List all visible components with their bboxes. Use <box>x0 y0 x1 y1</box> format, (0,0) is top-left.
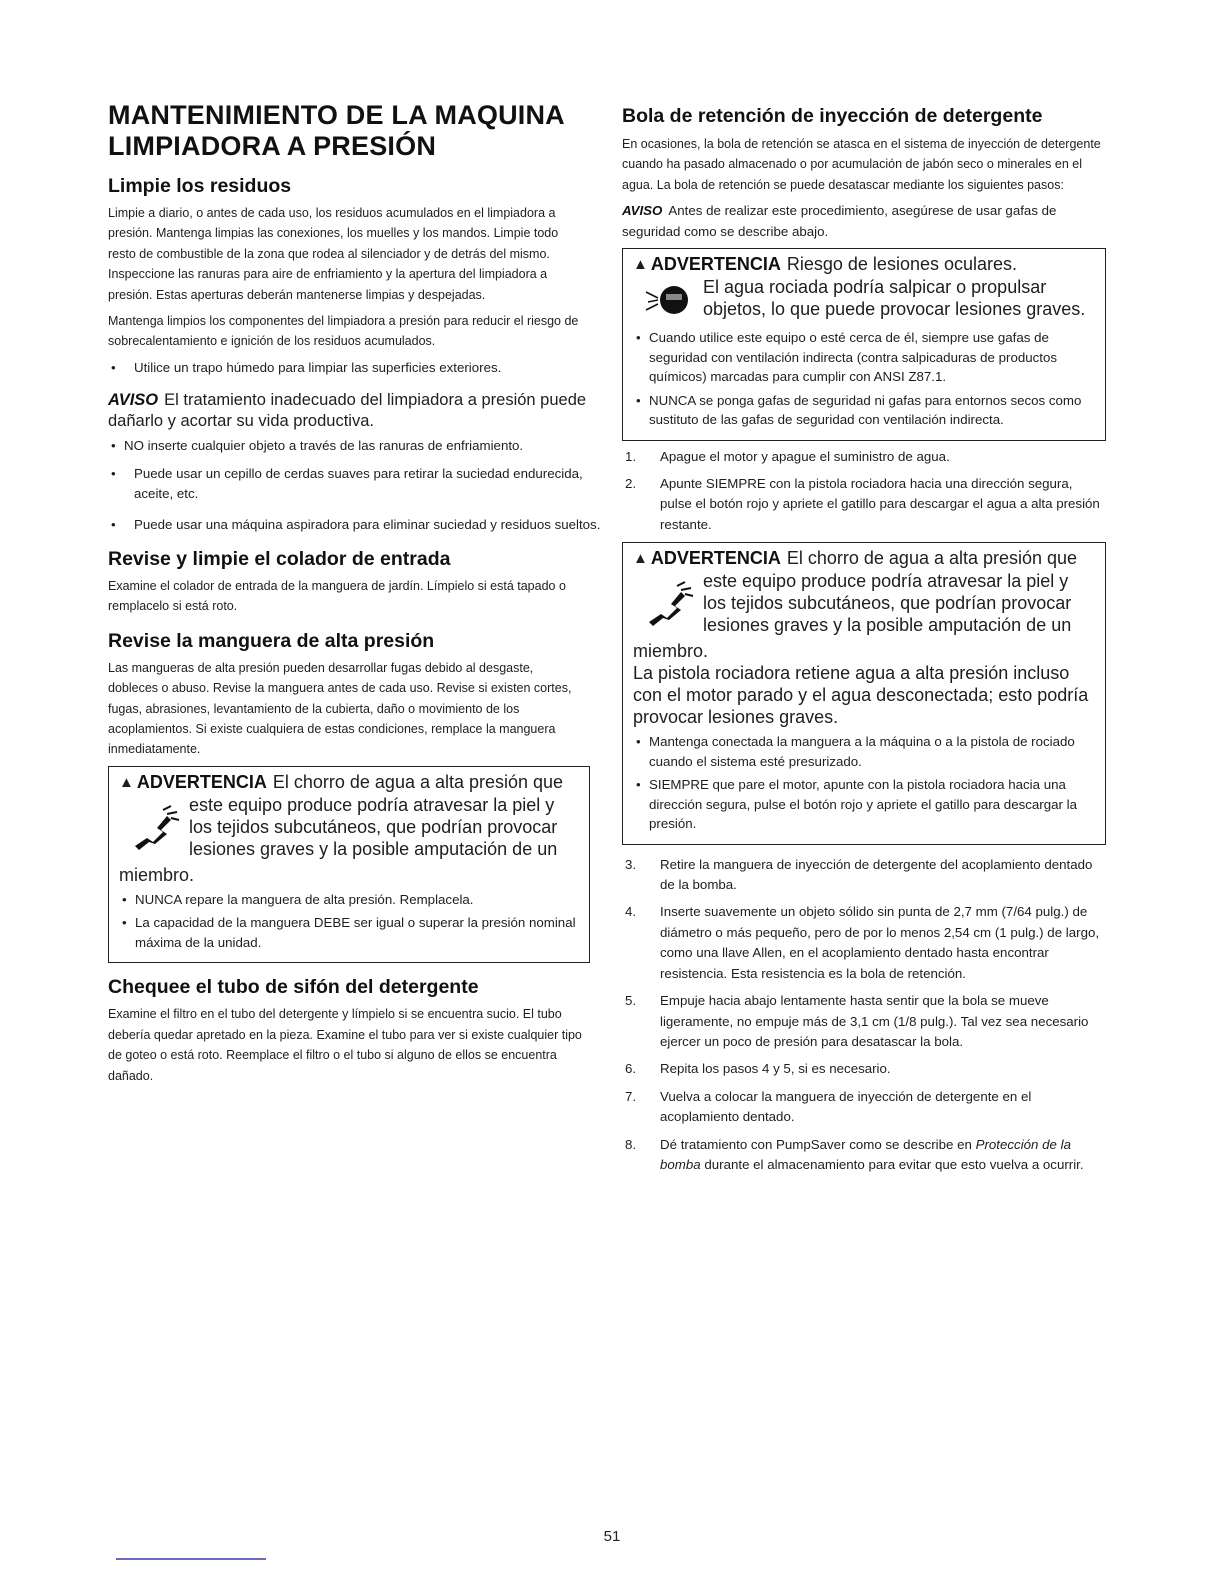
warning-label: ADVERTENCIA <box>650 548 781 569</box>
injection-hazard-icon <box>119 794 189 864</box>
steps-list <box>622 447 1106 536</box>
list-item-text: NO inserte cualquier objeto a través de las ranuras de enfriamiento. <box>124 438 524 454</box>
warning-text: El agua rociada podría salpicar o propulsar objetos, lo que puede provocar lesiones graves. <box>703 277 1086 320</box>
warning-body <box>633 570 1095 640</box>
bullet-icon: • <box>122 891 127 907</box>
paragraph: Limpie a diario, o antes de cada uso, los residuos acumulados en el limpiadora a presión. Mantenga limpias las conexiones, los muelles y los mandos. Limpie todo resto de combustible de la zona que rodea al silenciador y de detrás del mismo. Inspeccione las ranuras para aire de enfriamiento y la apertura del limpiadora a presión. Estas aperturas deberán mantenerse limpias y despejadas. <box>108 205 559 302</box>
list-item <box>622 991 1106 1052</box>
warning-text: Riesgo de lesiones oculares. <box>786 254 1018 275</box>
section-heading-hose: Revise la manguera de alta presión <box>108 629 435 652</box>
notice <box>622 201 1106 242</box>
list-item-text: NUNCA repare la manguera de alta presión. Remplacela. <box>135 891 474 907</box>
bullet-icon: • <box>111 438 116 454</box>
page-title-line2: LIMPIADORA A PRESIÓN <box>108 131 437 161</box>
right-column <box>622 104 1106 1182</box>
warning-text: El chorro de agua a alta presión que <box>272 771 564 792</box>
list-item <box>633 391 1095 430</box>
step-text: Inserte suavemente un objeto sólido sin punta de 2,7 mm (7/64 pulg.) de diámetro o más pequeño, pero de por lo menos 2,54 cm (1 pulg.) de largo, como una llave Allen, en el acoplamiento dentado hasta encontrar resistencia. Esta resistencia es la bola de retención. <box>660 904 1100 981</box>
bullet-icon: • <box>111 465 116 481</box>
warning-body <box>633 276 1095 324</box>
step-number: 5. <box>625 993 637 1009</box>
paragraph: Examine el filtro en el tubo del detergente y límpielo si se encuentra sucio. El tubo debería quedar apretado en la pieza. Examine el tubo para ver si existe cualquier tipo de goteo o está roto. Reemplace el filtro o el tubo si alguno de ellos se encuentra dañado. <box>108 1006 582 1083</box>
paragraph: En ocasiones, la bola de retención se atasca en el sistema de inyección de detergente cuando ha pasado almacenado o por acumulación de jabón seco o minerales en el agua. La bola de retención se puede desatascar mediante los siguientes pasos: <box>622 136 1101 192</box>
eye-hazard-icon <box>633 276 703 324</box>
list-item-text: NUNCA se ponga gafas de seguridad ni gafas para entornos secos como sustituto de las gafas de seguridad con ventilación indirecta. <box>649 392 1082 428</box>
list-item <box>119 913 579 952</box>
paragraph: Examine el colador de entrada de la manguera de jardín. Límpielo si está tapado o remplacelo si está roto. <box>108 577 566 614</box>
bullet-icon: • <box>111 359 116 375</box>
notice-label: AVISO <box>622 203 663 219</box>
warning-text: La pistola rociadora retiene agua a alta presión incluso con el motor parado y el agua desconectada; esto podría provocar lesiones graves. <box>633 663 1089 728</box>
warning-text: miembro. <box>633 641 709 662</box>
section-heading-clean-debris: Limpie los residuos <box>108 175 292 197</box>
list-item-text: Mantenga conectada la manguera a la máquina o a la pistola de rociado cuando el sistema esté presurizado. <box>649 734 1075 769</box>
steps-list <box>622 855 1106 1176</box>
step-number: 2. <box>625 475 637 491</box>
step-text: Apague el motor y apague el suministro de agua. <box>660 448 950 464</box>
bullet-icon: • <box>122 915 127 931</box>
list-item-text: Cuando utilice este equipo o esté cerca de él, siempre use gafas de seguridad con ventilación indirecta (contra salpicaduras de productos químicos) marcadas para cumplir con ANSI Z87.1. <box>649 330 1058 385</box>
list-item-text: Utilice un trapo húmedo para limpiar las superficies exteriores. <box>134 359 502 375</box>
bullet-icon: • <box>636 330 641 346</box>
bullet-icon: • <box>636 777 641 793</box>
warning-bullets <box>119 890 579 953</box>
pump-protection-reference: Protección de la bomba <box>660 1136 1071 1172</box>
step-text: Empuje hacia abajo lentamente hasta sentir que la bola se mueve ligeramente, no empuje más de 3,1 cm (1/8 pulg.). Tal vez sea necesario ejercer un poco de presión para desatascar la bola. <box>660 993 1089 1049</box>
warning-bullets <box>633 732 1095 834</box>
warning-triangle-icon: ▲ <box>119 773 134 791</box>
section-heading-inlet-screen: Revise y limpie el colador de entrada <box>108 547 451 570</box>
list-item <box>622 902 1106 984</box>
step-text: Vuelva a colocar la manguera de inyección de detergente en el acoplamiento dentado. <box>660 1088 1032 1125</box>
list-item <box>622 1135 1106 1176</box>
section-heading-siphon-tube: Chequee el tubo de sifón del detergente <box>108 976 479 999</box>
notice-text: Antes de realizar este procedimiento, asegúrese de usar gafas de seguridad como se describe abajo. <box>622 203 1057 239</box>
step-number: 3. <box>625 856 637 872</box>
list-item-text: Puede usar una máquina aspiradora para eliminar suciedad y residuos sueltos. <box>134 516 601 532</box>
warning-text: este equipo produce podría atravesar la piel y los tejidos subcutáneos, que podrían provocar lesiones graves y la posible amputación de un <box>189 794 558 859</box>
list-item <box>633 732 1095 771</box>
list-item <box>108 464 614 505</box>
notice <box>108 390 614 432</box>
list-item <box>622 1059 1106 1079</box>
step-number: 8. <box>625 1136 637 1152</box>
list-item <box>622 474 1106 535</box>
paragraph: Mantenga limpios los componentes del limpiadora a presión para reducir el riesgo de sobrecalentamiento e ignición de los residuos acumulados. <box>108 313 579 349</box>
step-number: 6. <box>625 1061 637 1077</box>
list-item <box>622 855 1106 896</box>
list-item <box>108 515 614 535</box>
list-item-text: La capacidad de la manguera DEBE ser igual o superar la presión nominal máxima de la unidad. <box>135 915 576 950</box>
list-item <box>633 775 1095 834</box>
list-item <box>622 447 1106 467</box>
notice-label: AVISO <box>108 391 159 410</box>
footer-rule <box>116 1558 266 1560</box>
step-number: 7. <box>625 1088 637 1104</box>
step-number: 4. <box>625 904 637 920</box>
list-item <box>108 436 590 456</box>
step-text: Retire la manguera de inyección de detergente del acoplamiento dentado de la bomba. <box>660 856 1093 893</box>
bullet-icon: • <box>636 734 641 750</box>
warning-header <box>633 253 1095 276</box>
warning-text: miembro. <box>119 864 195 885</box>
injection-hazard-icon <box>633 570 703 640</box>
bullet-icon: • <box>636 392 641 408</box>
warning-label: ADVERTENCIA <box>136 771 267 792</box>
step-text-part: Dé tratamiento con PumpSaver como se describe en <box>660 1136 972 1152</box>
step-text-part: durante el almacenamiento para evitar que esto vuelva a ocurrir. <box>704 1156 1084 1172</box>
paragraph: Las mangueras de alta presión pueden desarrollar fugas debido al desgaste, dobleces o abuso. Revise la manguera antes de cada uso. Revise si existen cortes, fugas, abrasiones, levantamiento de la cubierta, daño o movimiento de los acoplamientos. Si existe cualquiera de estas condiciones, remplace la manguera inmediatamente. <box>108 659 572 757</box>
notice-text: El tratamiento inadecuado del limpiadora a presión puede dañarlo y acortar su vida productiva. <box>108 391 587 431</box>
warning-header <box>633 547 1095 570</box>
list-item <box>108 358 614 378</box>
list-item-text: SIEMPRE que pare el motor, apunte con la pistola rociadora hacia una dirección segura, pulse el botón rojo y apriete el gatillo para descargar la presión. <box>649 777 1077 832</box>
warning-box-hose <box>108 766 590 964</box>
warning-label: ADVERTENCIA <box>650 254 781 275</box>
warning-box-pressure <box>622 542 1106 845</box>
page-number: 51 <box>603 1528 621 1545</box>
warning-bullets <box>633 328 1095 430</box>
bullet-icon: • <box>111 516 116 532</box>
step-number: 1. <box>625 448 637 464</box>
warning-triangle-icon: ▲ <box>633 256 648 274</box>
warning-box-eye <box>622 248 1106 441</box>
page-title-line1: MANTENIMIENTO DE LA MAQUINA <box>108 100 565 130</box>
warning-header <box>119 771 579 794</box>
step-text: Repita los pasos 4 y 5, si es necesario. <box>660 1061 891 1077</box>
step-text: Apunte SIEMPRE con la pistola rociadora hacia una dirección segura, pulse el botón rojo y apriete el gatillo para descargar el agua a alta presión restante. <box>660 475 1100 532</box>
warning-text: este equipo produce podría atravesar la piel y los tejidos subcutáneos, que podrían provocar lesiones graves y la posible amputación de un <box>703 571 1072 636</box>
step-text <box>660 1135 1106 1176</box>
section-heading-check-ball: Bola de retención de inyección de detergente <box>622 105 1043 127</box>
warning-body <box>119 794 579 864</box>
list-item <box>633 328 1095 387</box>
warning-text: El chorro de agua a alta presión que <box>786 548 1078 569</box>
list-item <box>119 890 579 910</box>
warning-triangle-icon: ▲ <box>633 550 648 568</box>
page-title <box>108 100 590 162</box>
list-item <box>622 1087 1106 1128</box>
left-column <box>108 100 601 1092</box>
list-item-text: Puede usar un cepillo de cerdas suaves para retirar la suciedad endurecida, aceite, etc. <box>134 465 583 502</box>
